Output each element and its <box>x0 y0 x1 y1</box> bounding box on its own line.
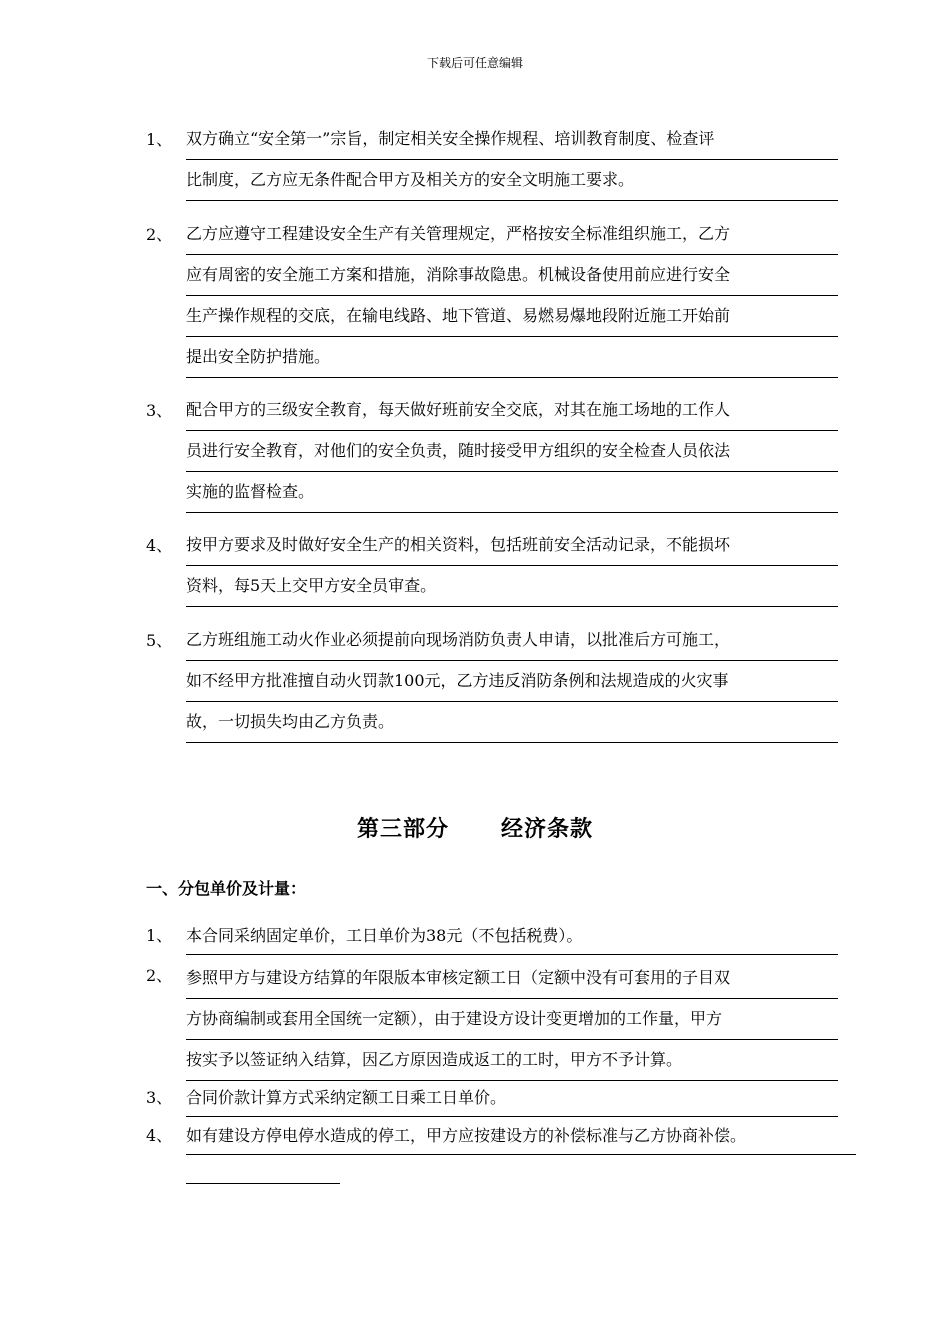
price-item-3 <box>146 1080 856 1117</box>
item-line: 参照甲方与建设方结算的年限版本审核定额工日（定额中没有可套用的子目双 <box>186 958 838 999</box>
item-line: 乙方班组施工动火作业必须提前向现场消防负责人申请，以批准后方可施工， <box>186 620 838 661</box>
section-name: 经济条款 <box>501 816 594 842</box>
item-line: 比制度，乙方应无条件配合甲方及相关方的安全文明施工要求。 <box>186 160 838 201</box>
item-line: 故，一切损失均由乙方负责。 <box>186 702 838 743</box>
safety-item-1 <box>146 119 838 201</box>
item-number: 4、 <box>146 536 173 555</box>
safety-item-4 <box>146 525 838 607</box>
section-part: 第三部分 <box>356 816 449 842</box>
item-line: 按实予以签证纳入结算，因乙方原因造成返工的工时，甲方不予计算。 <box>186 1040 838 1081</box>
item-line: 如有建设方停电停水造成的停工，甲方应按建设方的补偿标准与乙方协商补偿。 <box>186 1118 856 1155</box>
item-number: 1、 <box>146 926 173 945</box>
item-line: 实施的监督检查。 <box>186 472 838 513</box>
item-line: 按甲方要求及时做好安全生产的相关资料，包括班前安全活动记录，不能损坏 <box>186 525 838 566</box>
item-number: 4、 <box>146 1126 173 1145</box>
item-line: 如不经甲方批准擅自动火罚款100元，乙方违反消防条例和法规造成的火灾事 <box>186 661 838 702</box>
item-number: 3、 <box>146 401 173 420</box>
item-line: 乙方应遵守工程建设安全生产有关管理规定，严格按安全标准组织施工，乙方 <box>186 214 838 255</box>
item-number: 2、 <box>146 966 173 985</box>
item-line: 生产操作规程的交底，在输电线路、地下管道、易燃易爆地段附近施工开始前 <box>186 296 838 337</box>
item-line: 本合同采纳固定单价，工日单价为38元（不包括税费）。 <box>186 918 838 955</box>
item-number: 5、 <box>146 631 173 650</box>
item-line: 方协商编制或套用全国统一定额），由于建设方设计变更增加的工作量，甲方 <box>186 999 838 1040</box>
price-item-4 <box>146 1118 856 1155</box>
item-line: 提出安全防护措施。 <box>186 337 838 378</box>
page-header: 下载后可任意编辑 <box>426 56 523 70</box>
item-number: 1、 <box>146 130 173 149</box>
safety-item-3 <box>146 390 838 513</box>
item-number: 3、 <box>146 1088 173 1107</box>
item-line: 员进行安全教育，对他们的安全负责，随时接受甲方组织的安全检查人员依法 <box>186 431 838 472</box>
section-title <box>0 812 950 843</box>
item-line: 合同价款计算方式采纳定额工日乘工日单价。 <box>186 1080 838 1117</box>
safety-item-5 <box>146 620 838 743</box>
item-line: 资料，每5天上交甲方安全员审查。 <box>186 566 838 607</box>
price-item-1 <box>146 918 856 955</box>
footnote-separator <box>186 1183 340 1184</box>
safety-item-2 <box>146 214 838 378</box>
item-number: 2、 <box>146 225 173 244</box>
item-line: 配合甲方的三级安全教育，每天做好班前安全交底，对其在施工场地的工作人 <box>186 390 838 431</box>
item-line: 双方确立“安全第一”宗旨，制定相关安全操作规程、培训教育制度、检查评 <box>186 119 838 160</box>
price-item-2 <box>146 958 856 1081</box>
subsection-title: 一、分包单价及计量： <box>146 879 307 898</box>
item-line: 应有周密的安全施工方案和措施，消除事故隐患。机械设备使用前应进行安全 <box>186 255 838 296</box>
